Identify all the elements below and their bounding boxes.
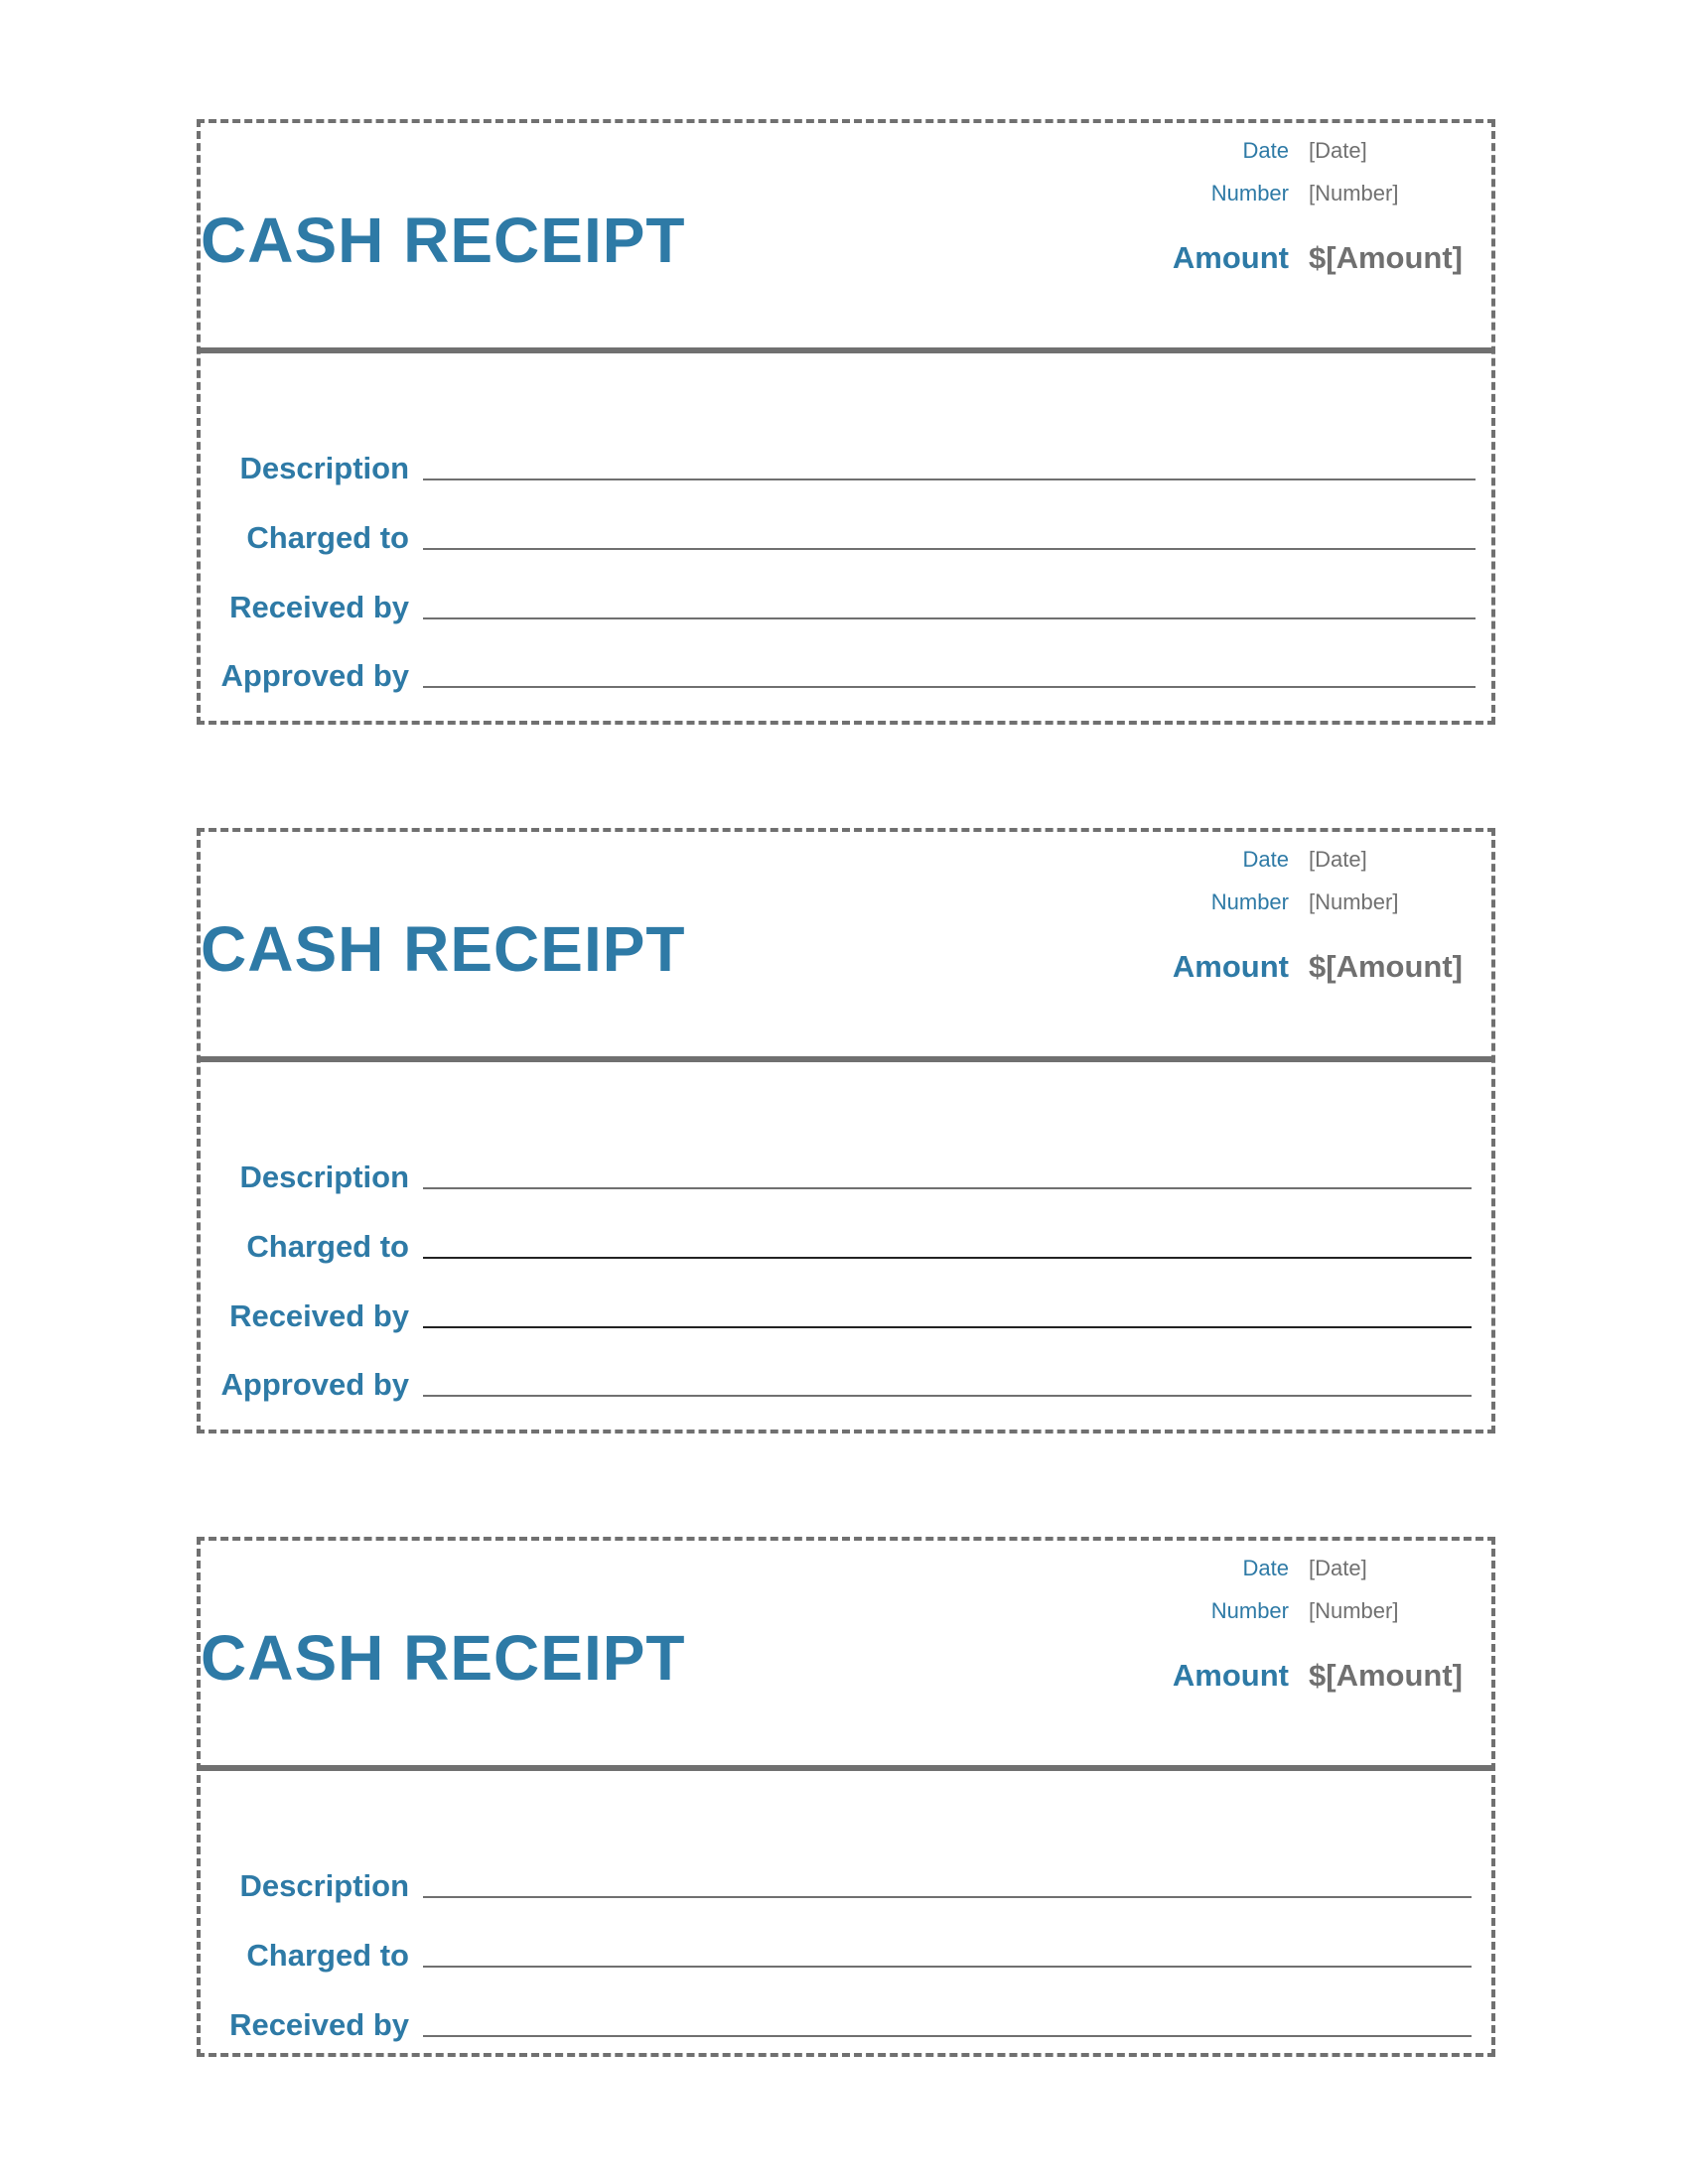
number-value[interactable]: [Number]	[1309, 181, 1399, 205]
description-line[interactable]	[423, 1896, 1472, 1898]
date-value[interactable]: [Date]	[1309, 138, 1367, 163]
charged-to-label: Charged to	[246, 1938, 409, 1973]
description-label: Description	[239, 1160, 409, 1194]
received-by-line[interactable]	[423, 2035, 1472, 2037]
approved-by-label: Approved by	[220, 1367, 409, 1402]
received-by-line[interactable]	[423, 1326, 1472, 1328]
charged-to-line[interactable]	[423, 1966, 1472, 1968]
amount-value[interactable]: $[Amount]	[1309, 240, 1463, 275]
cash-receipt-3	[197, 1537, 1495, 2057]
number-value[interactable]: [Number]	[1309, 889, 1399, 914]
amount-value[interactable]: $[Amount]	[1309, 1658, 1463, 1693]
amount-label: Amount	[1172, 1658, 1289, 1693]
amount-value[interactable]: $[Amount]	[1309, 949, 1463, 984]
description-label: Description	[239, 1868, 409, 1903]
number-label: Number	[1210, 889, 1289, 914]
date-value[interactable]: [Date]	[1309, 1556, 1367, 1580]
received-by-line[interactable]	[423, 617, 1476, 619]
receipt-title: CASH RECEIPT	[201, 205, 686, 276]
amount-label: Amount	[1172, 240, 1289, 275]
approved-by-label: Approved by	[220, 658, 409, 693]
cash-receipt-2	[197, 828, 1495, 1433]
approved-by-line[interactable]	[423, 1395, 1472, 1397]
charged-to-line[interactable]	[423, 548, 1476, 550]
date-label: Date	[1242, 1556, 1289, 1580]
received-by-label: Received by	[229, 590, 409, 624]
approved-by-line[interactable]	[423, 686, 1476, 688]
cash-receipt-1	[197, 119, 1495, 725]
amount-label: Amount	[1172, 949, 1289, 984]
number-label: Number	[1210, 1598, 1289, 1623]
date-label: Date	[1242, 847, 1289, 872]
charged-to-label: Charged to	[246, 1229, 409, 1264]
charged-to-line[interactable]	[423, 1257, 1472, 1259]
number-label: Number	[1210, 181, 1289, 205]
receipt-header	[201, 123, 1491, 353]
date-label: Date	[1242, 138, 1289, 163]
charged-to-label: Charged to	[246, 520, 409, 555]
number-value[interactable]: [Number]	[1309, 1598, 1399, 1623]
description-line[interactable]	[423, 1187, 1472, 1189]
receipt-title: CASH RECEIPT	[201, 913, 686, 985]
receipt-header	[201, 832, 1491, 1062]
description-label: Description	[239, 451, 409, 485]
description-line[interactable]	[423, 478, 1476, 480]
receipt-header	[201, 1541, 1491, 1771]
date-value[interactable]: [Date]	[1309, 847, 1367, 872]
received-by-label: Received by	[229, 1298, 409, 1333]
received-by-label: Received by	[229, 2007, 409, 2042]
receipt-title: CASH RECEIPT	[201, 1622, 686, 1694]
